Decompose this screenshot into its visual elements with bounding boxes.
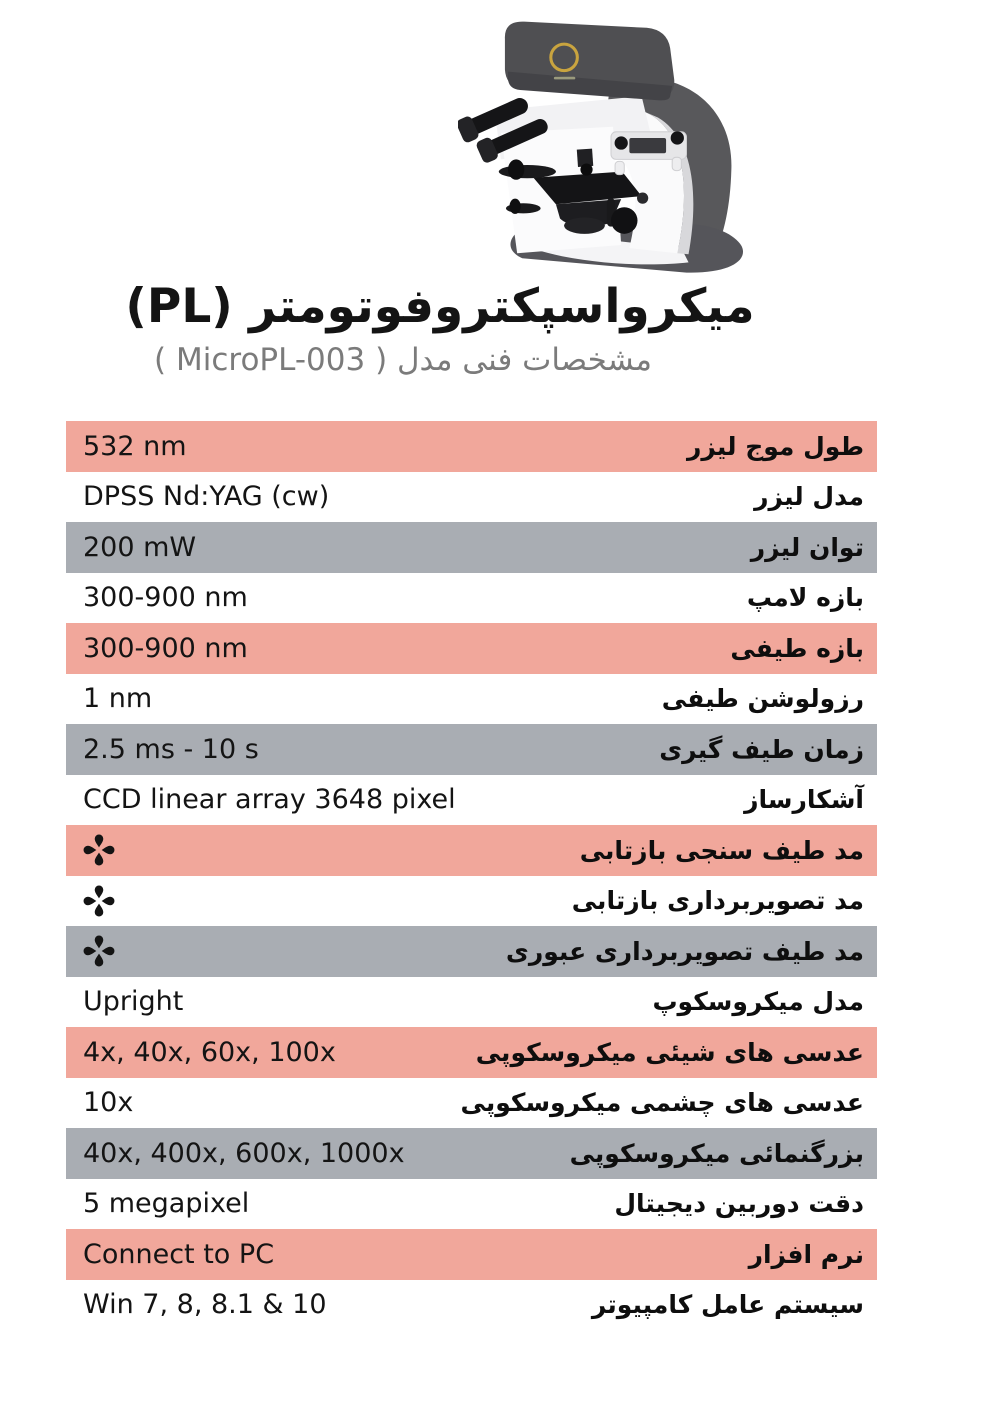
table-row [66, 472, 877, 523]
spec-label: نرم افزار [748, 1239, 864, 1269]
microscope-render-svg [458, 8, 764, 274]
spec-label: طول موج لیزر [686, 431, 864, 461]
table-row [66, 623, 877, 674]
spec-value: CCD linear array 3648 pixel [83, 784, 456, 816]
spec-label: مد طیف سنجی بازتابی [579, 835, 864, 865]
spec-value: Connect to PC [83, 1238, 275, 1270]
table-row [66, 674, 877, 725]
spec-value: 1 nm [83, 683, 153, 715]
spec-value: 40x, 400x, 600x, 1000x [83, 1137, 405, 1169]
spec-value: Upright [83, 986, 184, 1018]
table-row [66, 1280, 877, 1331]
spec-label: توان لیزر [750, 532, 864, 562]
table-row [66, 573, 877, 624]
spec-label: زمان طیف گیری [659, 734, 864, 764]
spec-label: دقت دوربین دیجیتال [614, 1189, 864, 1219]
spec-value [83, 834, 115, 866]
spec-label: عدسی های چشمی میکروسکوپی [460, 1088, 864, 1118]
page-subtitle: مشخصات فنی مدل ( MicroPL-003 ) [154, 342, 652, 378]
spec-label: سیستم عامل کامپیوتر [591, 1290, 864, 1320]
spec-value: 300-900 nm [83, 582, 248, 614]
spec-label: بازه طیفی [730, 633, 864, 663]
check-asterisk-icon [83, 834, 115, 866]
spec-value: 5 megapixel [83, 1188, 250, 1220]
spec-label: رزولوشن طیفی [661, 684, 864, 714]
spec-label: بزرگنمائی میکروسکوپی [569, 1138, 864, 1168]
table-row [66, 775, 877, 826]
table-row [66, 1128, 877, 1179]
spec-value: 200 mW [83, 531, 197, 563]
table-row [66, 724, 877, 775]
spec-label: مد طیف تصویربرداری عبوری [505, 936, 864, 966]
microscope-illustration [458, 8, 764, 274]
table-row [66, 876, 877, 927]
table-row [66, 1179, 877, 1230]
spec-value [83, 935, 115, 967]
spec-label: مد تصویربرداری بازتابی [571, 886, 864, 916]
spec-table [66, 421, 877, 1330]
spec-value: 10x [83, 1087, 134, 1119]
table-row [66, 926, 877, 977]
spec-value: 532 nm [83, 430, 187, 462]
spec-label: عدسی های شیئی میکروسکوپی [475, 1037, 864, 1067]
spec-value: 2.5 ms - 10 s [83, 733, 259, 765]
page-title: میکرواسپکتروفوتومتر (PL) [125, 279, 755, 334]
table-row [66, 1078, 877, 1129]
spec-label: آشکارساز [744, 785, 864, 815]
spec-value: Win 7, 8, 8.1 & 10 [83, 1289, 327, 1321]
table-row [66, 825, 877, 876]
spec-label: بازه لامپ [746, 583, 864, 613]
spec-value: 4x, 40x, 60x, 100x [83, 1036, 336, 1068]
spec-value [83, 885, 115, 917]
table-row [66, 421, 877, 472]
table-row [66, 522, 877, 573]
spec-value: 300-900 nm [83, 632, 248, 664]
table-row [66, 1027, 877, 1078]
table-row [66, 977, 877, 1028]
check-asterisk-icon [83, 885, 115, 917]
spec-label: مدل میکروسکوپ [652, 987, 864, 1017]
table-row [66, 1229, 877, 1280]
spec-label: مدل لیزر [754, 482, 864, 512]
spec-value: DPSS Nd:YAG (cw) [83, 481, 330, 513]
check-asterisk-icon [83, 935, 115, 967]
